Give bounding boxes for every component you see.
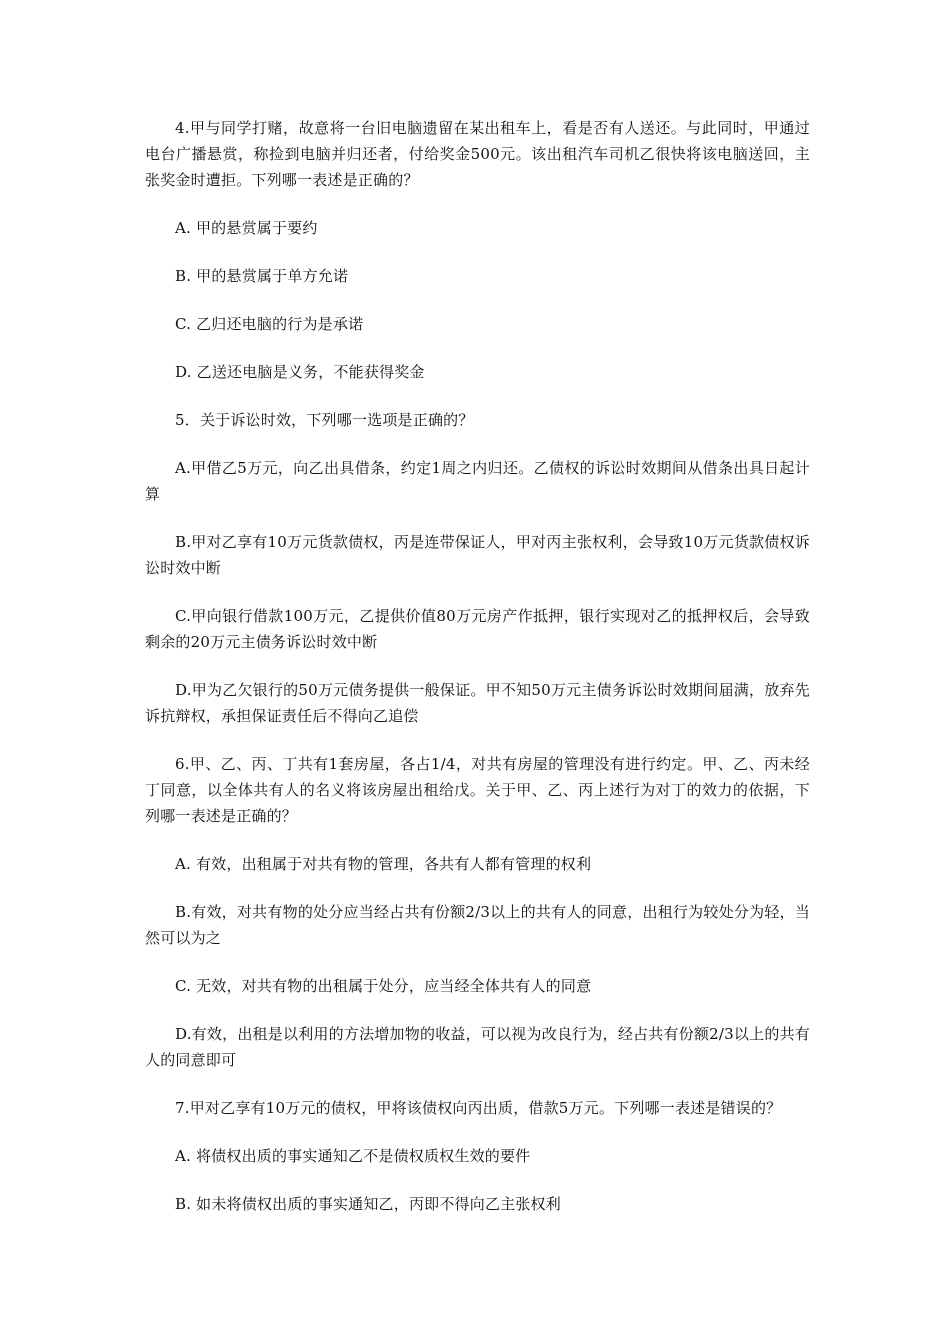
- question-5-option-b: B.甲对乙享有10万元货款债权，丙是连带保证人，甲对丙主张权利，会导致10万元货款债权诉讼时效中断: [145, 533, 810, 577]
- question-7-option-b: B. 如未将债权出质的事实通知乙，丙即不得向乙主张权利: [175, 1195, 561, 1213]
- question-6-option-a: A. 有效，出租属于对共有物的管理，各共有人都有管理的权利: [175, 855, 592, 873]
- question-4-option-b: B. 甲的悬赏属于单方允诺: [175, 267, 349, 285]
- question-7-option-a: A. 将债权出质的事实通知乙不是债权质权生效的要件: [175, 1147, 531, 1165]
- question-5-option-a: A.甲借乙5万元，向乙出具借条，约定1周之内归还。乙债权的诉讼时效期间从借条出具日起计算: [145, 459, 810, 503]
- question-6-option-d: D.有效，出租是以利用的方法增加物的收益，可以视为改良行为，经占共有份额2/3以上的共有人的同意即可: [145, 1025, 810, 1069]
- question-4-stem: 4.甲与同学打赌，故意将一台旧电脑遗留在某出租车上，看是否有人送还。与此同时，甲通过电台广播悬赏，称捡到电脑并归还者，付给奖金500元。该出租汽车司机乙很快将该电脑送回，主张奖金时遭拒。下列哪一表述是正确的？: [145, 119, 810, 189]
- question-6-option-b: B.有效，对共有物的处分应当经占共有份额2/3以上的共有人的同意，出租行为较处分为轻，当然可以为之: [145, 903, 810, 947]
- question-5-option-d: D.甲为乙欠银行的50万元债务提供一般保证。甲不知50万元主债务诉讼时效期间届满，放弃先诉抗辩权，承担保证责任后不得向乙追偿: [145, 681, 810, 725]
- document-page: [145, 115, 810, 1239]
- question-7-stem: 7.甲对乙享有10万元的债权，甲将该债权向丙出质，借款5万元。下列哪一表述是错误的？: [175, 1099, 782, 1117]
- question-5-option-c: C.甲向银行借款100万元，乙提供价值80万元房产作抵押，银行实现对乙的抵押权后，会导致剩余的20万元主债务诉讼时效中断: [145, 607, 810, 651]
- question-4-option-d: D. 乙送还电脑是义务，不能获得奖金: [175, 363, 425, 381]
- question-4-option-c: C. 乙归还电脑的行为是承诺: [175, 315, 364, 333]
- question-6-option-c: C. 无效，对共有物的出租属于处分，应当经全体共有人的同意: [175, 977, 592, 995]
- question-4-option-a: A. 甲的悬赏属于要约: [175, 219, 318, 237]
- question-6-stem: 6.甲、乙、丙、丁共有1套房屋，各占1/4，对共有房屋的管理没有进行约定。甲、乙、丙未经丁同意，以全体共有人的名义将该房屋出租给戊。关于甲、乙、丙上述行为对丁的效力的依据，下列哪一表述是正确的？: [145, 755, 810, 825]
- question-5-stem: 5．关于诉讼时效，下列哪一选项是正确的？: [175, 411, 474, 429]
